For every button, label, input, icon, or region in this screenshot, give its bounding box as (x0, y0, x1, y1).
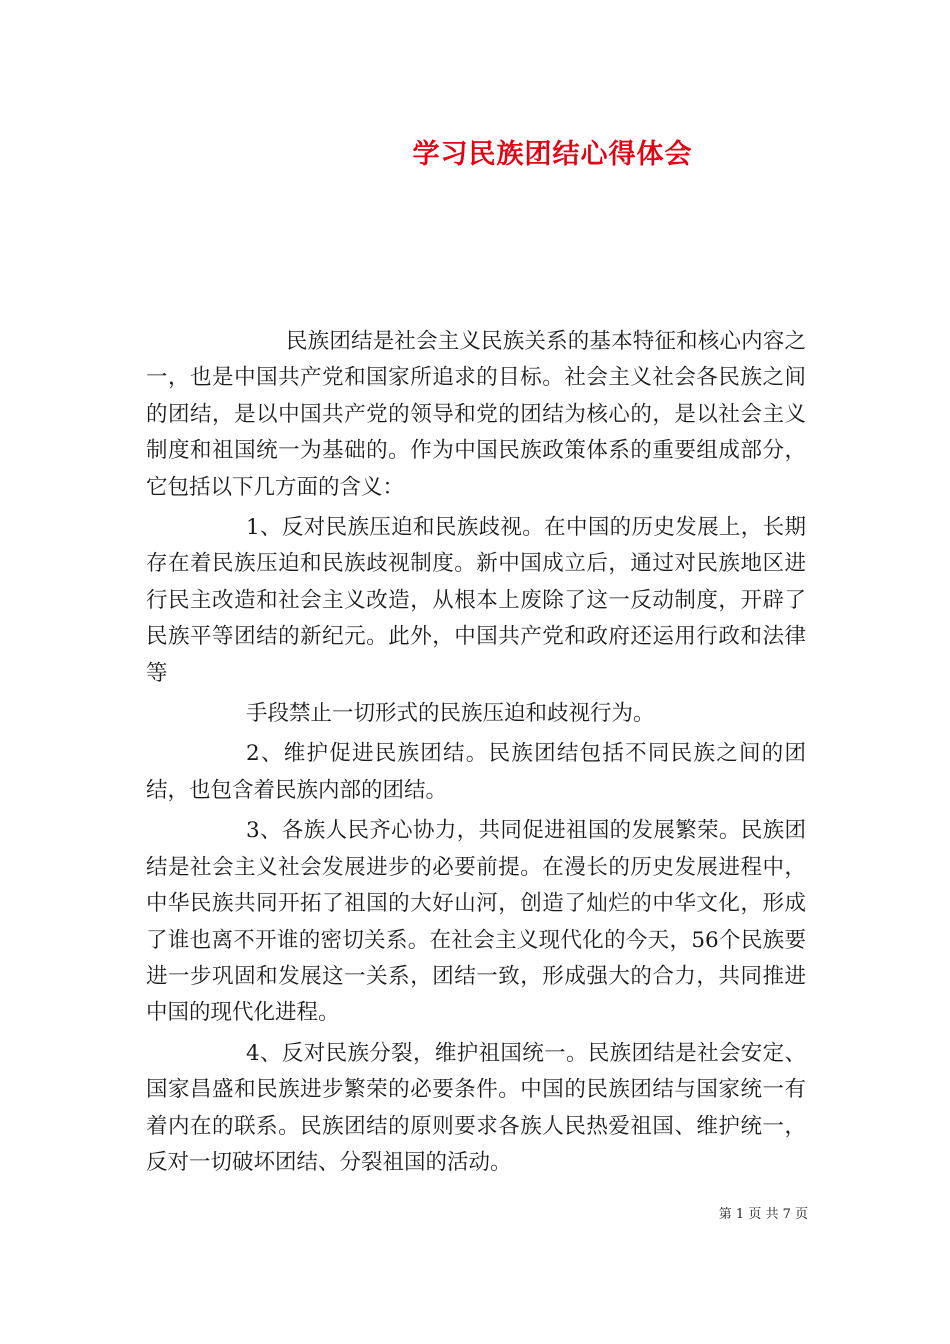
document-title: 学习民族团结心得体会 (412, 139, 693, 170)
point-3-paragraph: 3、各族人民齐心协力，共同促进祖国的发展繁荣。民族团结是社会主义社会发展进步的必要前提。在漫长的历史发展进程中，中华民族共同开拓了祖国的大好山河，创造了灿烂的中华文化，形成了谁也离不开谁的密切关系。在社会主义现代化的今天，56个民族要进一步巩固和发展这一关系，团结一致，形成强大的合力，共同推进中国的现代化进程。 (146, 818, 806, 1026)
point-4-paragraph: 4、反对民族分裂，维护祖国统一。民族团结是社会安定、国家昌盛和民族进步繁荣的必要条件。中国的民族团结与国家统一有着内在的联系。民族团结的原则要求各族人民热爱祖国、维护统一，反对一切破坏团结、分裂祖国的活动。 (146, 1040, 806, 1175)
point-1-continuation: 手段禁止一切形式的民族压迫和歧视行为。 (246, 701, 655, 727)
point-1-paragraph: 1、反对民族压迫和民族歧视。在中国的历史发展上，长期存在着民族压迫和民族歧视制度。新中国成立后，通过对民族地区进行民主改造和社会主义改造，从根本上废除了这一反动制度，开辟了民族平等团结的新纪元。此外，中国共产党和政府还运用行政和法律等 (146, 515, 806, 686)
intro-paragraph: 民族团结是社会主义民族关系的基本特征和核心内容之一，也是中国共产党和国家所追求的目标。社会主义社会各民族之间的团结，是以中国共产党的领导和党的团结为核心的，是以社会主义制度和祖国统一为基础的。作为中国民族政策体系的重要组成部分，它包括以下几方面的含义： (146, 329, 806, 500)
point-2-paragraph: 2、维护促进民族团结。民族团结包括不同民族之间的团结，也包含着民族内部的团结。 (146, 741, 806, 803)
document-body (146, 324, 806, 1181)
page-number-footer: 第 1 页 共 7 页 (718, 1207, 808, 1222)
